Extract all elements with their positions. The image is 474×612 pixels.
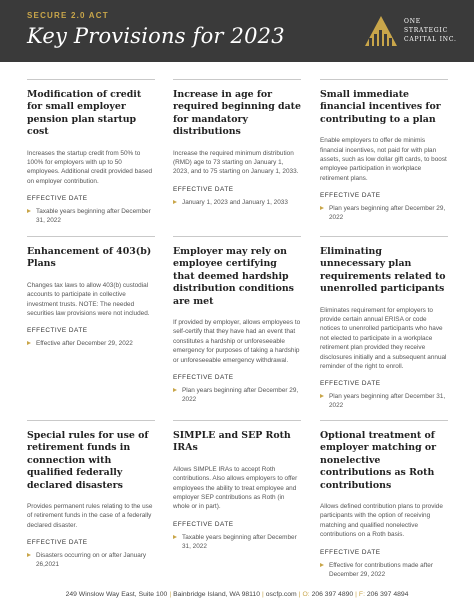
provision-title: Small immediate financial incentives for contributing to a plan bbox=[320, 89, 441, 125]
effective-date-label: EFFECTIVE DATE bbox=[173, 520, 234, 528]
provision-title: Modification of credit for small employer pension plan startup cost bbox=[27, 89, 142, 138]
footer-separator: | bbox=[298, 591, 301, 598]
arrow-icon bbox=[320, 563, 324, 567]
effective-date-label: EFFECTIVE DATE bbox=[173, 185, 234, 193]
effective-date-value: Plan years beginning after December 29, 2022 bbox=[329, 205, 446, 222]
card-divider bbox=[173, 420, 301, 421]
provision-title: Eliminating unnecessary plan requirements related to unenrolled participants bbox=[320, 246, 446, 295]
logo-line-2: STRATEGIC bbox=[404, 27, 448, 34]
provision-card bbox=[173, 236, 301, 404]
provision-card bbox=[27, 236, 155, 348]
provision-title: Employer may rely on employee certifying that deemed hardship distribution conditions are met bbox=[173, 246, 294, 307]
arrow-icon bbox=[27, 209, 31, 213]
footer-city: Bainbridge Island, WA 98110 bbox=[173, 591, 260, 598]
effective-date bbox=[27, 551, 155, 569]
footer-separator: | bbox=[261, 591, 264, 598]
effective-date bbox=[27, 207, 155, 225]
page-title: Key Provisions for 2023 bbox=[27, 24, 285, 48]
effective-date-value: Plan years beginning after December 29, 2022 bbox=[182, 387, 299, 404]
effective-date-value: January 1, 2023 and January 1, 2033 bbox=[182, 198, 288, 206]
effective-date bbox=[320, 561, 448, 579]
provision-card bbox=[173, 420, 301, 551]
arrow-icon bbox=[173, 535, 177, 539]
provision-card bbox=[173, 79, 301, 207]
effective-date bbox=[173, 533, 301, 551]
provision-card bbox=[320, 420, 448, 579]
provision-title: Special rules for use of retirement funds in connection with qualified federally declared disasters bbox=[27, 430, 149, 491]
provision-card bbox=[27, 420, 155, 569]
card-divider bbox=[173, 236, 301, 237]
provision-title: Optional treatment of employer matching or nonelective contributions as Roth contributions bbox=[320, 430, 437, 491]
card-divider bbox=[320, 420, 448, 421]
effective-date bbox=[173, 198, 301, 207]
effective-date-label: EFFECTIVE DATE bbox=[173, 374, 234, 382]
provision-title: SIMPLE and SEP Roth IRAs bbox=[173, 430, 291, 454]
logo-wordmark bbox=[404, 17, 457, 44]
office-label: O: bbox=[302, 591, 310, 598]
card-divider bbox=[27, 236, 155, 237]
provision-description: Allows defined contribution plans to provide participants with the option of receiving matching and qualified nonelective contributions on a Roth basis. bbox=[320, 503, 443, 539]
provision-description: Increases the startup credit from 50% to 100% for employers with up to 50 employees. Additional credit provided based on employer contribution. bbox=[27, 149, 153, 185]
provision-card bbox=[320, 236, 448, 410]
effective-date-label: EFFECTIVE DATE bbox=[320, 192, 381, 200]
logo-line-1: ONE bbox=[404, 18, 421, 25]
effective-date-value: Disasters occurring on or after January 26,2021 bbox=[36, 552, 147, 569]
provision-title: Enhancement of 403(b) Plans bbox=[27, 246, 152, 270]
effective-date-label: EFFECTIVE DATE bbox=[27, 539, 88, 547]
provision-description: Allows SIMPLE IRAs to accept Roth contributions. Also allows employers to offer employees the ability to treat employee and employer SEP contributions as Roth (in whole or in part). bbox=[173, 465, 298, 511]
footer-website[interactable]: oscfp.com bbox=[265, 591, 297, 598]
effective-date-value: Effective after December 29, 2022 bbox=[36, 340, 133, 348]
footer-separator: | bbox=[169, 591, 172, 598]
effective-date-value: Taxable years beginning after December 31, 2022 bbox=[182, 533, 297, 550]
provision-card bbox=[27, 79, 155, 225]
provision-description: Eliminates requirement for employers to provide certain annual ERISA or code notices to unenrolled participants who have not elected to participate in a workplace retirement plan provided they receive disclosures initially and a subsequent annual reminder of the right to enroll. bbox=[320, 306, 447, 371]
provision-description: If provided by employer, allows employees to self-certify that they have had an event that constitutes a hardship or unforeseeable emergency for purposes of taking a hardship or unforeseeable emergency withdrawal. bbox=[173, 319, 301, 364]
effective-date-label: EFFECTIVE DATE bbox=[320, 380, 381, 388]
arrow-icon bbox=[320, 206, 324, 210]
provision-title: Increase in age for required beginning date for mandatory distributions bbox=[173, 89, 301, 138]
arrow-icon bbox=[173, 388, 177, 392]
logo-line-3: CAPITAL INC. bbox=[404, 36, 457, 43]
effective-date bbox=[173, 386, 301, 404]
effective-date-label: EFFECTIVE DATE bbox=[27, 195, 88, 203]
office-phone: 206 397 4890 bbox=[311, 591, 354, 598]
footer-address: 249 Winslow Way East, Suite 100 bbox=[65, 591, 168, 598]
provision-description: Increase the required minimum distribution (RMD) age to 73 starting on January 1, 2023, and to 75 starting on January 1, 2033. bbox=[173, 149, 299, 176]
fax-label: F: bbox=[358, 591, 365, 598]
card-divider bbox=[173, 79, 301, 80]
header-banner bbox=[0, 0, 474, 62]
footer-separator: | bbox=[355, 591, 357, 598]
effective-date-value: Plan years beginning after December 31, 2022 bbox=[329, 393, 446, 410]
arrow-icon bbox=[173, 200, 177, 204]
footer-contact bbox=[0, 591, 474, 598]
arrow-icon bbox=[27, 553, 31, 557]
arrow-icon bbox=[27, 341, 31, 345]
provision-description: Enable employers to offer de minimis financial incentives, not paid for with plan assets, such as low dollar gift cards, to boost employee participation in workplace retirement plans. bbox=[320, 137, 447, 182]
card-divider bbox=[320, 236, 448, 237]
card-divider bbox=[27, 79, 155, 80]
fax-number: 206 397 4894 bbox=[366, 591, 409, 598]
provision-description: Changes tax laws to allow 403(b) custodial accounts to participate in collective investment trusts. NOTE: The needed securities law provisions were not included. bbox=[27, 281, 150, 318]
card-divider bbox=[27, 420, 155, 421]
effective-date bbox=[320, 204, 448, 222]
logo-icon bbox=[363, 14, 399, 48]
arrow-icon bbox=[320, 394, 324, 398]
provision-description: Provides permanent rules relating to the use of retirement funds in the case of a federally declared disaster. bbox=[27, 503, 153, 529]
effective-date-value: Effective for contributions made after December 29, 2022 bbox=[329, 561, 433, 578]
effective-date bbox=[320, 392, 448, 410]
effective-date-value: Taxable years beginning after December 31, 2022 bbox=[36, 208, 151, 225]
provision-card bbox=[320, 79, 448, 222]
effective-date bbox=[27, 339, 155, 348]
effective-date-label: EFFECTIVE DATE bbox=[320, 548, 381, 556]
act-kicker: SECURE 2.0 ACT bbox=[27, 11, 109, 20]
card-divider bbox=[320, 79, 448, 80]
effective-date-label: EFFECTIVE DATE bbox=[27, 327, 88, 335]
